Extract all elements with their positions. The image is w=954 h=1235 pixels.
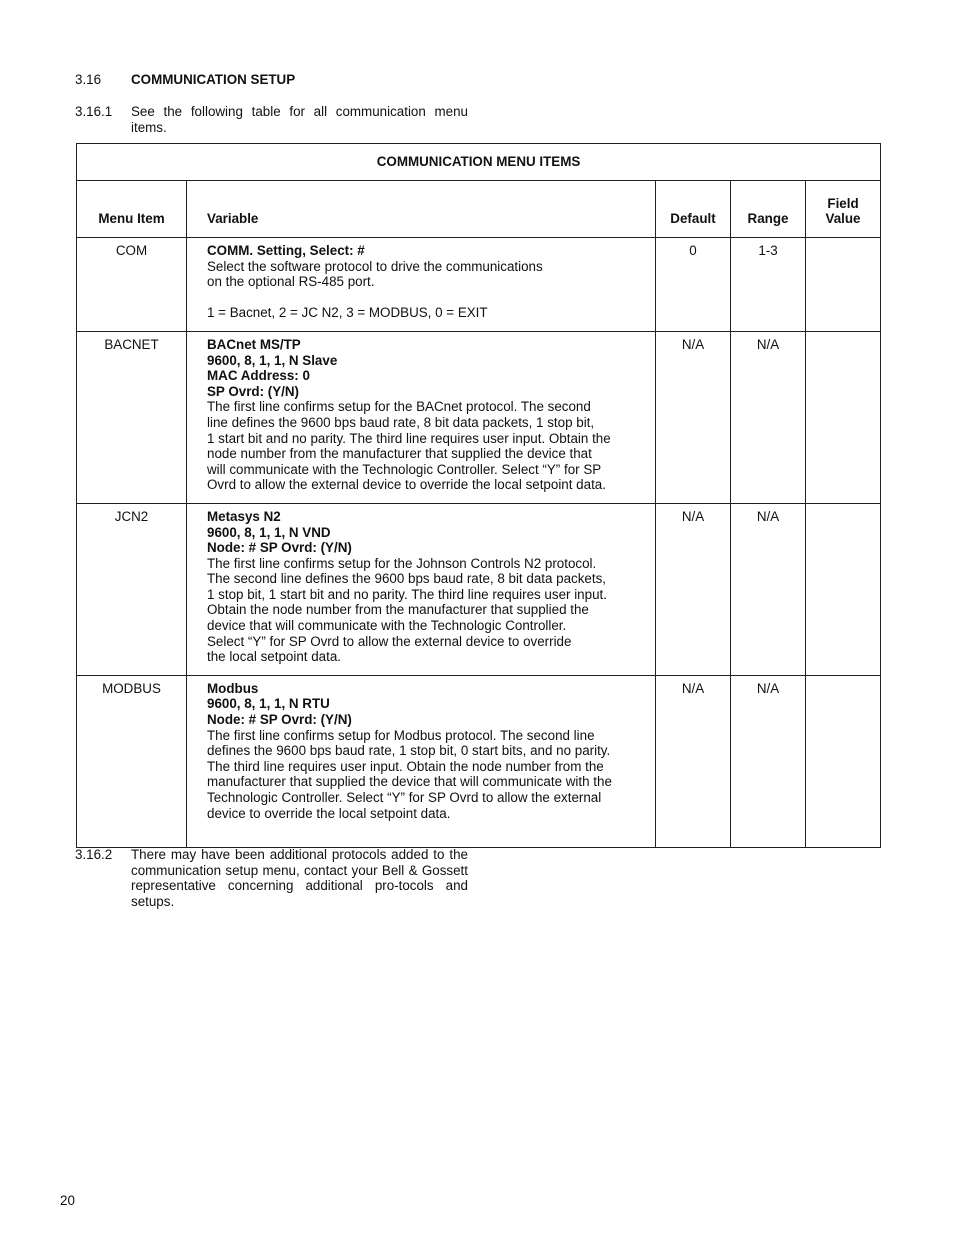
table-row [77, 238, 881, 332]
variable-bold-line: Node: # SP Ovrd: (Y/N) [207, 540, 352, 556]
para1-text: See the following table for all communication menu items. [131, 104, 468, 135]
variable-text-line: The first line confirms setup for the BACnet protocol. The second [207, 399, 591, 415]
variable-bold-line: COMM. Setting, Select: # [207, 243, 365, 258]
page-number: 20 [60, 1193, 75, 1208]
variable-text-line: The first line confirms setup for Modbus protocol. The second line [207, 727, 595, 743]
variable-bold-line: SP Ovrd: (Y/N) [207, 383, 300, 399]
variable-text-line: device that will communicate with the Technologic Controller. [207, 618, 567, 634]
section-title: COMMUNICATION SETUP [131, 72, 296, 87]
header-range: Range [731, 181, 806, 238]
header-field-line1: Field [827, 195, 859, 211]
field-value-cell [806, 238, 881, 332]
variable-text-line: defines the 9600 bps baud rate, 1 stop bit, 0 start bits, and no parity. [207, 743, 611, 759]
field-value-cell [806, 675, 881, 847]
variable-text-line: 1 stop bit, 1 start bit and no parity. The third line requires user input. [207, 586, 607, 602]
para2-number: 3.16.2 [75, 847, 113, 862]
range-cell: N/A [731, 503, 806, 675]
variable-text-line: The third line requires user input. Obtain the node number from the [207, 758, 604, 774]
variable-bold-line: MAC Address: 0 [207, 368, 310, 384]
variable-text-line: The second line defines the 9600 bps baud rate, 8 bit data packets, [207, 571, 607, 587]
table-row [77, 331, 881, 503]
table-row [77, 503, 881, 675]
header-field-value [806, 181, 881, 238]
variable-text-line: Ovrd to allow the external device to override the local setpoint data. [207, 477, 606, 493]
variable-cell [187, 503, 656, 675]
communication-menu-table [76, 143, 881, 848]
variable-text-line: device to override the local setpoint data. [207, 805, 451, 821]
range-cell: N/A [731, 675, 806, 847]
variable-bold-line: Modbus [207, 680, 259, 696]
variable-cell [187, 238, 656, 332]
variable-text-line: Select the software protocol to drive the communications [207, 258, 543, 274]
variable-text-line: Technologic Controller. Select “Y” for SP Ovrd to allow the external [207, 790, 602, 805]
para2-text: There may have been additional protocols added to the communication setup menu, contact your Bell & Gossett representative concerning additional pro-tocols and setups. [131, 847, 468, 909]
variable-text-line: line defines the 9600 bps baud rate, 8 bit data packets, 1 stop bit, [207, 414, 595, 430]
variable-bold-line: 9600, 8, 1, 1, N Slave [207, 352, 338, 368]
variable-cell [187, 675, 656, 847]
header-variable: Variable [187, 181, 656, 238]
header-default: Default [656, 181, 731, 238]
default-cell: N/A [656, 331, 731, 503]
variable-text-line: Select “Y” for SP Ovrd to allow the external device to override [207, 633, 572, 649]
default-cell: N/A [656, 503, 731, 675]
header-menu-item: Menu Item [77, 181, 187, 238]
variable-text-line: 1 = Bacnet, 2 = JC N2, 3 = MODBUS, 0 = EXIT [207, 305, 488, 321]
variable-text-line: the local setpoint data. [207, 649, 341, 665]
variable-bold-line: BACnet MS/TP [207, 336, 301, 352]
range-cell: N/A [731, 331, 806, 503]
variable-text-line: on the optional RS-485 port. [207, 274, 375, 290]
default-cell: N/A [656, 675, 731, 847]
variable-blank-line [207, 290, 645, 306]
variable-text-line: The first line confirms setup for the Johnson Controls N2 protocol. [207, 555, 597, 571]
variable-bold-line: Metasys N2 [207, 508, 281, 524]
table-caption: COMMUNICATION MENU ITEMS [77, 144, 881, 181]
variable-bold-line: 9600, 8, 1, 1, N VND [207, 524, 331, 540]
variable-bold-line: Node: # SP Ovrd: (Y/N) [207, 712, 352, 728]
field-value-cell [806, 503, 881, 675]
variable-cell [187, 331, 656, 503]
menu-item-cell: JCN2 [77, 503, 187, 675]
para1-number: 3.16.1 [75, 104, 113, 119]
variable-text-line: node number from the manufacturer that supplied the device that [207, 446, 592, 462]
default-cell: 0 [656, 238, 731, 332]
variable-text-line: 1 start bit and no parity. The third line requires user input. Obtain the [207, 430, 611, 446]
variable-text-line: manufacturer that supplied the device that will communicate with the [207, 774, 612, 790]
menu-item-cell: BACNET [77, 331, 187, 503]
header-field-line2: Value [825, 211, 861, 227]
table-row [77, 675, 881, 847]
menu-item-cell: COM [77, 238, 187, 332]
variable-bold-line: 9600, 8, 1, 1, N RTU [207, 696, 330, 712]
variable-text-line: Obtain the node number from the manufacturer that supplied the [207, 602, 589, 618]
section-number: 3.16 [75, 72, 102, 87]
menu-item-cell: MODBUS [77, 675, 187, 847]
range-cell: 1-3 [731, 238, 806, 332]
variable-text-line: will communicate with the Technologic Controller. Select “Y” for SP [207, 461, 602, 477]
field-value-cell [806, 331, 881, 503]
